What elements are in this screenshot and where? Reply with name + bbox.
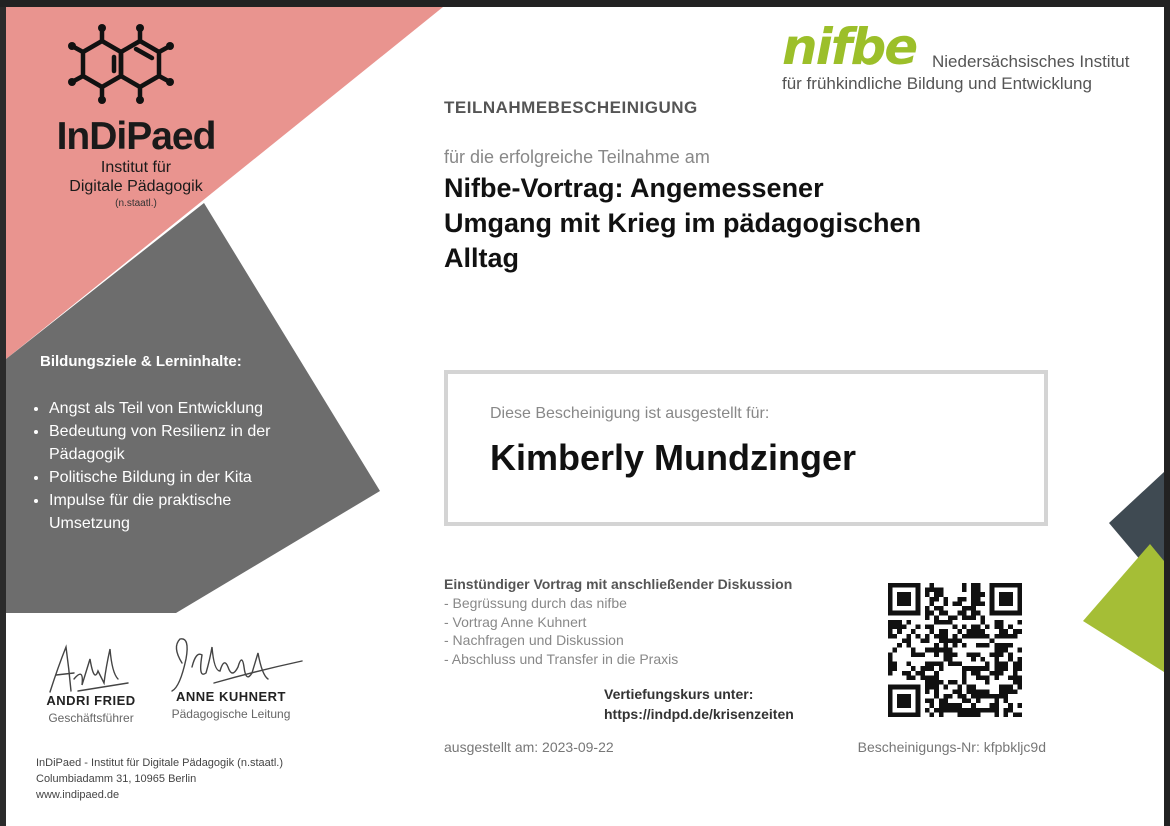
document-type-heading: TEILNAHMEBESCHEINIGUNG [444, 98, 698, 117]
participation-intro: für die erfolgreiche Teilnahme am [444, 147, 710, 167]
agenda-item: - Vortrag Anne Kuhnert [444, 613, 587, 630]
signature-block-kuhnert [156, 689, 306, 721]
signer-role: Pädagogische Leitung [171, 707, 291, 721]
logo-subtitle-line2: Digitale Pädagogik [69, 178, 203, 195]
signer-name: ANDRI FRIED [46, 693, 136, 708]
qr-code[interactable] [888, 583, 1022, 717]
window-right-border [1164, 0, 1170, 826]
certificate-page [6, 7, 1164, 826]
logo-subtitle-line3: (n.staatl.) [115, 198, 157, 209]
learning-goal-item: • Politische Bildung in der Kita [49, 466, 299, 489]
certificate-number: Bescheinigungs-Nr: kfpbkljc9d [857, 739, 1046, 755]
course-title-line: Nifbe-Vortrag: Angemessener [444, 173, 824, 203]
course-title [444, 171, 1064, 276]
agenda-item: - Abschluss und Transfer in die Praxis [444, 650, 679, 667]
nifbe-subtitle-line2: für frühkindliche Bildung und Entwicklung [782, 74, 1092, 93]
deepening-course-link[interactable]: https://indpd.de/krisenzeiten [604, 706, 794, 722]
recipient-name: Kimberly Mundzinger [490, 437, 857, 478]
agenda-list [444, 594, 678, 668]
course-title-line: Alltag [444, 243, 520, 273]
recipient-label: Diese Bescheinigung ist ausgestellt für: [490, 405, 770, 422]
signature-kuhnert-image [172, 639, 302, 691]
logo-subtitle-line1: Institut für [100, 159, 172, 176]
agenda-item: - Nachfragen und Diskussion [444, 632, 624, 648]
nifbe-subtitle-line1: Niedersächsisches Institut [932, 52, 1130, 71]
footer-institute: InDiPaed - Institut für Digitale Pädagogik (n.staatl.) [36, 757, 284, 769]
signature-fried-image [50, 647, 128, 692]
deepening-course-label: Vertiefungskurs unter: [604, 686, 754, 702]
nifbe-logo: nifbe [782, 18, 917, 76]
lime-triangle [1083, 544, 1164, 672]
learning-goal-item: • Bedeutung von Resilienz in der Pädagogik [49, 420, 299, 466]
learning-goals-list [30, 397, 299, 535]
window-top-border [0, 0, 1170, 7]
learning-goals-title: Bildungsziele & Lerninhalte: [40, 353, 242, 370]
signature-block-fried [26, 693, 156, 725]
footer-website: www.indipaed.de [36, 789, 120, 801]
signer-role: Geschäftsführer [48, 711, 134, 725]
issuer-footer [36, 755, 283, 803]
signer-name: ANNE KUHNERT [176, 689, 286, 704]
learning-goal-item: • Angst als Teil von Entwicklung [49, 397, 299, 420]
issue-date: ausgestellt am: 2023-09-22 [444, 739, 614, 755]
agenda-item: - Begrüssung durch das nifbe [444, 595, 627, 611]
learning-goal-item: • Impulse für die praktische Umsetzung [49, 489, 299, 535]
footer-address: Columbiadamm 31, 10965 Berlin [36, 773, 197, 785]
course-title-line: Umgang mit Krieg im pädagogischen [444, 208, 922, 238]
agenda-title: Einstündiger Vortrag mit anschließender Diskussion [444, 576, 793, 592]
indipaed-logo-name: InDiPaed [56, 115, 216, 158]
